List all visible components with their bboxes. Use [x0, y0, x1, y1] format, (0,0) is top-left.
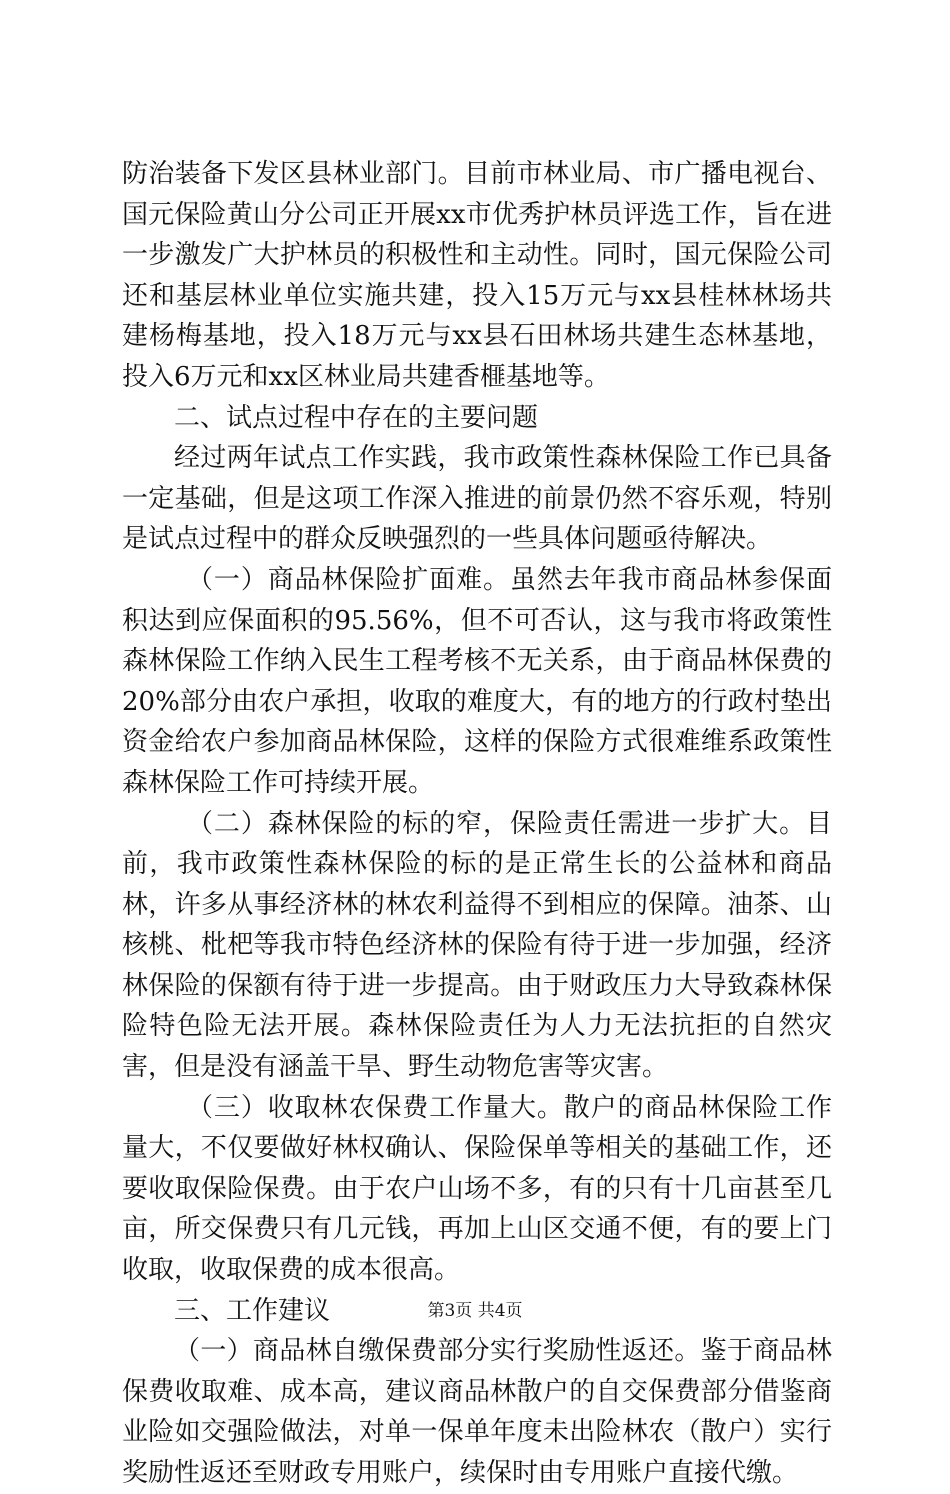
paragraph-continuation: 防治装备下发区县林业部门。目前市林业局、市广播电视台、国元保险黄山分公司正开展xx市优秀护林员评选工作，旨在进一步激发广大护林员的积极性和主动性。同时，国元保险公司还和基层林业单位实施共建，投入15万元与xx县桂林林场共建杨梅基地，投入18万元与xx县石田林场共建生态林基地，投入6万元和xx区林业局共建香榧基地等。 [122, 159, 832, 392]
paragraph-problem-1: （一）商品林保险扩面难。虽然去年我市商品林参保面积达到应保面积的95.56%，但不可否认，这与我市将政策性森林保险工作纳入民生工程考核不无关系，由于商品林保费的20%部分由农户承担，收取的难度大，有的地方的行政村垫出资金给农户参加商品林保险，这样的保险方式很难维系政策性森林保险工作可持续开展。 [122, 564, 832, 798]
paragraph-problems-intro: 经过两年试点工作实践，我市政策性森林保险工作已具备一定基础，但是这项工作深入推进的前景仍然不容乐观，特别是试点过程中的群众反映强烈的一些具体问题亟待解决。 [122, 443, 832, 555]
paragraph-problem-3: （三）收取林农保费工作量大。散户的商品林保险工作量大，不仅要做好林权确认、保险保单等相关的基础工作，还要收取保险保费。由于农户山场不多，有的只有十几亩甚至几亩，所交保费只有几元钱，再加上山区交通不便，有的要上门收取，收取保费的成本很高。 [122, 1092, 832, 1286]
document-body [122, 154, 832, 1494]
page-number-footer: 第3页 共4页 [427, 1301, 523, 1321]
paragraph-problem-2: （二）森林保险的标的窄，保险责任需进一步扩大。目前，我市政策性森林保险的标的是正常生长的公益林和商品林，许多从事经济林的林农利益得不到相应的保障。油茶、山核桃、枇杷等我市特色经济林的保险有待于进一步加强，经济林保险的保额有待于进一步提高。由于财政压力大导致森林保险特色险无法开展。森林保险责任为人力无法抗拒的自然灾害，但是没有涵盖干旱、野生动物危害等灾害。 [122, 808, 832, 1083]
paragraph-suggestion-1: （一）商品林自缴保费部分实行奖励性返还。鉴于商品林保费收取难、成本高，建议商品林散户的自交保费部分借鉴商业险如交强险做法，对单一保单年度未出险林农（散户）实行奖励性返还至财政专用账户，续保时由专用账户直接代缴。 [122, 1336, 832, 1488]
section-heading-problems: 二、试点过程中存在的主要问题 [174, 402, 539, 433]
section-heading-suggestions: 三、工作建议 [174, 1295, 331, 1326]
